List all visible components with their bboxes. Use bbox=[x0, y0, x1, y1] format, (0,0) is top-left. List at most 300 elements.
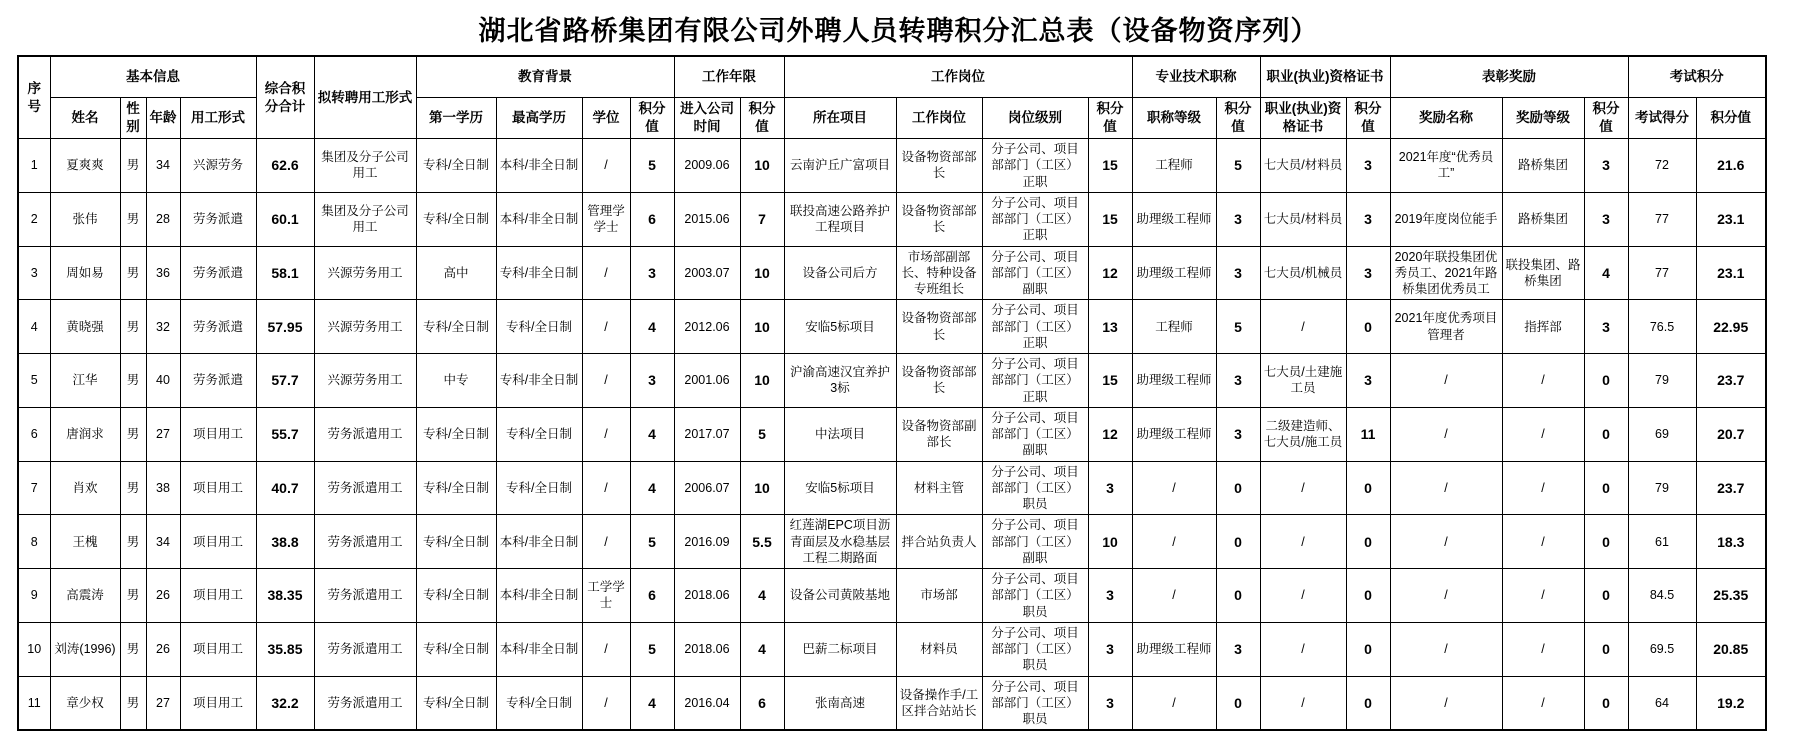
cell-edu-score: 4 bbox=[630, 461, 674, 515]
header-edu-score: 积分值 bbox=[630, 98, 674, 139]
header-entry-date: 进入公司时间 bbox=[674, 98, 740, 139]
cell-position: 材料主管 bbox=[896, 461, 982, 515]
cell-name: 张伟 bbox=[50, 192, 120, 246]
cell-first-degree: 专科/全日制 bbox=[416, 192, 496, 246]
cell-exam-points: 22.95 bbox=[1696, 300, 1766, 354]
cell-edu-score: 3 bbox=[630, 354, 674, 408]
cell-academic-degree: / bbox=[582, 139, 630, 193]
cell-award-name: 2021年度“优秀员工” bbox=[1390, 139, 1502, 193]
header-group-seniority: 工作年限 bbox=[674, 56, 784, 98]
cell-award-level: 路桥集团 bbox=[1502, 192, 1584, 246]
cell-academic-degree: / bbox=[582, 246, 630, 300]
header-position-score: 积分值 bbox=[1088, 98, 1132, 139]
cell-position-score: 10 bbox=[1088, 515, 1132, 569]
header-group-position: 工作岗位 bbox=[784, 56, 1132, 98]
cell-title-level: 助理级工程师 bbox=[1132, 622, 1216, 676]
page-title: 湖北省路桥集团有限公司外聘人员转聘积分汇总表（设备物资序列） bbox=[478, 16, 1319, 46]
cell-gender: 男 bbox=[120, 139, 146, 193]
cell-employment-form: 劳务派遣 bbox=[180, 192, 256, 246]
header-academic-degree: 学位 bbox=[582, 98, 630, 139]
cell-certificate: 二级建造师、七大员/施工员 bbox=[1260, 407, 1346, 461]
cell-academic-degree: / bbox=[582, 515, 630, 569]
cell-certificate-score: 0 bbox=[1346, 300, 1390, 354]
cell-entry-date: 2017.07 bbox=[674, 407, 740, 461]
cell-highest-degree: 本科/非全日制 bbox=[496, 622, 582, 676]
cell-highest-degree: 专科/非全日制 bbox=[496, 246, 582, 300]
cell-project: 云南沪丘广富项目 bbox=[784, 139, 896, 193]
cell-first-degree: 专科/全日制 bbox=[416, 461, 496, 515]
header-group-title: 专业技术职称 bbox=[1132, 56, 1260, 98]
cell-gender: 男 bbox=[120, 407, 146, 461]
cell-entry-date: 2001.06 bbox=[674, 354, 740, 408]
header-project: 所在项目 bbox=[784, 98, 896, 139]
table-row bbox=[18, 569, 1766, 623]
header-award-name: 奖励名称 bbox=[1390, 98, 1502, 139]
cell-gender: 男 bbox=[120, 569, 146, 623]
header-proposed-form: 拟转聘用工形式 bbox=[314, 56, 416, 139]
cell-exam-score: 77 bbox=[1628, 246, 1696, 300]
cell-award-level: / bbox=[1502, 622, 1584, 676]
cell-award-name: 2019年度岗位能手 bbox=[1390, 192, 1502, 246]
cell-name: 刘涛(1996) bbox=[50, 622, 120, 676]
cell-edu-score: 5 bbox=[630, 622, 674, 676]
cell-exam-points: 23.1 bbox=[1696, 246, 1766, 300]
table-row bbox=[18, 139, 1766, 193]
header-total-score: 综合积分合计 bbox=[256, 56, 314, 139]
cell-total-score: 60.1 bbox=[256, 192, 314, 246]
cell-academic-degree: 管理学学士 bbox=[582, 192, 630, 246]
cell-name: 唐润求 bbox=[50, 407, 120, 461]
cell-entry-date: 2009.06 bbox=[674, 139, 740, 193]
cell-highest-degree: 专科/非全日制 bbox=[496, 354, 582, 408]
cell-certificate: 七大员/材料员 bbox=[1260, 192, 1346, 246]
cell-proposed-form: 劳务派遣用工 bbox=[314, 676, 416, 730]
header-name: 姓名 bbox=[50, 98, 120, 139]
cell-position-level: 分子公司、项目部部门（工区）职员 bbox=[982, 461, 1088, 515]
cell-certificate: 七大员/机械员 bbox=[1260, 246, 1346, 300]
cell-position-score: 3 bbox=[1088, 461, 1132, 515]
cell-seniority-score: 10 bbox=[740, 300, 784, 354]
cell-name: 王槐 bbox=[50, 515, 120, 569]
cell-seniority-score: 7 bbox=[740, 192, 784, 246]
cell-exam-points: 20.7 bbox=[1696, 407, 1766, 461]
cell-gender: 男 bbox=[120, 300, 146, 354]
cell-entry-date: 2015.06 bbox=[674, 192, 740, 246]
table-header bbox=[18, 56, 1766, 139]
cell-edu-score: 6 bbox=[630, 192, 674, 246]
header-title-level: 职称等级 bbox=[1132, 98, 1216, 139]
cell-entry-date: 2018.06 bbox=[674, 622, 740, 676]
cell-exam-score: 76.5 bbox=[1628, 300, 1696, 354]
cell-seniority-score: 4 bbox=[740, 622, 784, 676]
cell-age: 40 bbox=[146, 354, 180, 408]
header-gender: 性别 bbox=[120, 98, 146, 139]
cell-title-level: 助理级工程师 bbox=[1132, 407, 1216, 461]
cell-title-score: 5 bbox=[1216, 300, 1260, 354]
cell-gender: 男 bbox=[120, 354, 146, 408]
cell-award-score: 0 bbox=[1584, 515, 1628, 569]
cell-certificate-score: 0 bbox=[1346, 622, 1390, 676]
cell-title-level: / bbox=[1132, 676, 1216, 730]
cell-total-score: 38.35 bbox=[256, 569, 314, 623]
cell-exam-points: 19.2 bbox=[1696, 676, 1766, 730]
cell-employment-form: 劳务派遣 bbox=[180, 300, 256, 354]
cell-position-level: 分子公司、项目部部门（工区）正职 bbox=[982, 139, 1088, 193]
cell-certificate: / bbox=[1260, 676, 1346, 730]
cell-seniority-score: 10 bbox=[740, 461, 784, 515]
cell-project: 设备公司黄陂基地 bbox=[784, 569, 896, 623]
cell-certificate-score: 0 bbox=[1346, 569, 1390, 623]
cell-gender: 男 bbox=[120, 676, 146, 730]
cell-certificate: 七大员/土建施工员 bbox=[1260, 354, 1346, 408]
cell-age: 34 bbox=[146, 515, 180, 569]
cell-total-score: 32.2 bbox=[256, 676, 314, 730]
cell-exam-score: 72 bbox=[1628, 139, 1696, 193]
cell-exam-score: 79 bbox=[1628, 354, 1696, 408]
cell-position: 市场部 bbox=[896, 569, 982, 623]
cell-index: 2 bbox=[18, 192, 50, 246]
cell-award-level: 路桥集团 bbox=[1502, 139, 1584, 193]
cell-entry-date: 2016.09 bbox=[674, 515, 740, 569]
cell-index: 6 bbox=[18, 407, 50, 461]
cell-gender: 男 bbox=[120, 461, 146, 515]
cell-position: 设备物资部部长 bbox=[896, 192, 982, 246]
cell-academic-degree: / bbox=[582, 676, 630, 730]
cell-exam-score: 61 bbox=[1628, 515, 1696, 569]
cell-entry-date: 2018.06 bbox=[674, 569, 740, 623]
cell-award-name: / bbox=[1390, 515, 1502, 569]
cell-name: 肖欢 bbox=[50, 461, 120, 515]
cell-total-score: 62.6 bbox=[256, 139, 314, 193]
header-age: 年龄 bbox=[146, 98, 180, 139]
cell-proposed-form: 劳务派遣用工 bbox=[314, 407, 416, 461]
header-group-awards: 表彰奖励 bbox=[1390, 56, 1628, 98]
cell-exam-points: 23.1 bbox=[1696, 192, 1766, 246]
cell-position: 拌合站负责人 bbox=[896, 515, 982, 569]
cell-index: 10 bbox=[18, 622, 50, 676]
cell-total-score: 57.95 bbox=[256, 300, 314, 354]
cell-award-score: 0 bbox=[1584, 461, 1628, 515]
cell-certificate-score: 3 bbox=[1346, 354, 1390, 408]
cell-index: 7 bbox=[18, 461, 50, 515]
cell-seniority-score: 10 bbox=[740, 139, 784, 193]
cell-position-level: 分子公司、项目部部门（工区）职员 bbox=[982, 622, 1088, 676]
cell-project: 巴薪二标项目 bbox=[784, 622, 896, 676]
header-highest-degree: 最高学历 bbox=[496, 98, 582, 139]
cell-position: 设备物资部部长 bbox=[896, 139, 982, 193]
header-title-score: 积分值 bbox=[1216, 98, 1260, 139]
cell-edu-score: 6 bbox=[630, 569, 674, 623]
cell-age: 38 bbox=[146, 461, 180, 515]
cell-award-name: 2021年度优秀项目管理者 bbox=[1390, 300, 1502, 354]
cell-employment-form: 项目用工 bbox=[180, 622, 256, 676]
cell-proposed-form: 劳务派遣用工 bbox=[314, 461, 416, 515]
cell-title-score: 0 bbox=[1216, 461, 1260, 515]
cell-edu-score: 5 bbox=[630, 139, 674, 193]
cell-employment-form: 项目用工 bbox=[180, 569, 256, 623]
cell-certificate-score: 0 bbox=[1346, 676, 1390, 730]
cell-award-level: 指挥部 bbox=[1502, 300, 1584, 354]
cell-project: 中法项目 bbox=[784, 407, 896, 461]
cell-name: 章少权 bbox=[50, 676, 120, 730]
cell-academic-degree: / bbox=[582, 622, 630, 676]
table-row bbox=[18, 354, 1766, 408]
cell-employment-form: 兴源劳务 bbox=[180, 139, 256, 193]
cell-first-degree: 专科/全日制 bbox=[416, 139, 496, 193]
cell-title-score: 5 bbox=[1216, 139, 1260, 193]
cell-age: 36 bbox=[146, 246, 180, 300]
cell-position: 材料员 bbox=[896, 622, 982, 676]
cell-award-score: 3 bbox=[1584, 139, 1628, 193]
cell-highest-degree: 专科/全日制 bbox=[496, 461, 582, 515]
cell-title-score: 0 bbox=[1216, 569, 1260, 623]
cell-gender: 男 bbox=[120, 246, 146, 300]
header-group-exam: 考试积分 bbox=[1628, 56, 1766, 98]
cell-total-score: 57.7 bbox=[256, 354, 314, 408]
cell-age: 28 bbox=[146, 192, 180, 246]
table-row bbox=[18, 461, 1766, 515]
cell-age: 34 bbox=[146, 139, 180, 193]
cell-project: 设备公司后方 bbox=[784, 246, 896, 300]
cell-edu-score: 4 bbox=[630, 300, 674, 354]
cell-position-score: 12 bbox=[1088, 407, 1132, 461]
cell-certificate: 七大员/材料员 bbox=[1260, 139, 1346, 193]
cell-exam-score: 79 bbox=[1628, 461, 1696, 515]
header-employment-form: 用工形式 bbox=[180, 98, 256, 139]
cell-total-score: 38.8 bbox=[256, 515, 314, 569]
cell-total-score: 58.1 bbox=[256, 246, 314, 300]
cell-award-name: / bbox=[1390, 622, 1502, 676]
cell-proposed-form: 兴源劳务用工 bbox=[314, 246, 416, 300]
cell-position-score: 15 bbox=[1088, 139, 1132, 193]
cell-proposed-form: 劳务派遣用工 bbox=[314, 569, 416, 623]
cell-exam-score: 69 bbox=[1628, 407, 1696, 461]
cell-first-degree: 专科/全日制 bbox=[416, 622, 496, 676]
cell-age: 26 bbox=[146, 569, 180, 623]
cell-edu-score: 4 bbox=[630, 676, 674, 730]
cell-index: 5 bbox=[18, 354, 50, 408]
cell-seniority-score: 6 bbox=[740, 676, 784, 730]
cell-position-level: 分子公司、项目部部门（工区）职员 bbox=[982, 569, 1088, 623]
cell-highest-degree: 本科/非全日制 bbox=[496, 139, 582, 193]
cell-name: 高震涛 bbox=[50, 569, 120, 623]
cell-position: 市场部副部长、特种设备专班组长 bbox=[896, 246, 982, 300]
cell-title-level: / bbox=[1132, 569, 1216, 623]
cell-position-level: 分子公司、项目部部门（工区）副职 bbox=[982, 515, 1088, 569]
cell-position: 设备物资部副部长 bbox=[896, 407, 982, 461]
cell-title-level: 工程师 bbox=[1132, 139, 1216, 193]
cell-position-score: 3 bbox=[1088, 622, 1132, 676]
cell-age: 26 bbox=[146, 622, 180, 676]
cell-title-score: 3 bbox=[1216, 354, 1260, 408]
cell-position-level: 分子公司、项目部部门（工区）职员 bbox=[982, 676, 1088, 730]
table-row bbox=[18, 622, 1766, 676]
header-index: 序号 bbox=[18, 56, 50, 139]
cell-project: 红莲湖EPC项目沥青面层及水稳基层工程二期路面 bbox=[784, 515, 896, 569]
cell-name: 周如易 bbox=[50, 246, 120, 300]
cell-exam-points: 18.3 bbox=[1696, 515, 1766, 569]
cell-index: 4 bbox=[18, 300, 50, 354]
cell-award-score: 0 bbox=[1584, 407, 1628, 461]
cell-position-score: 3 bbox=[1088, 676, 1132, 730]
cell-award-level: / bbox=[1502, 354, 1584, 408]
cell-certificate-score: 3 bbox=[1346, 192, 1390, 246]
cell-employment-form: 项目用工 bbox=[180, 407, 256, 461]
cell-name: 江华 bbox=[50, 354, 120, 408]
cell-position-level: 分子公司、项目部部门（工区）正职 bbox=[982, 354, 1088, 408]
cell-proposed-form: 兴源劳务用工 bbox=[314, 354, 416, 408]
cell-certificate-score: 3 bbox=[1346, 139, 1390, 193]
cell-award-level: / bbox=[1502, 569, 1584, 623]
cell-highest-degree: 专科/全日制 bbox=[496, 300, 582, 354]
cell-certificate: / bbox=[1260, 300, 1346, 354]
cell-academic-degree: / bbox=[582, 407, 630, 461]
cell-exam-points: 23.7 bbox=[1696, 354, 1766, 408]
cell-seniority-score: 5 bbox=[740, 407, 784, 461]
cell-total-score: 35.85 bbox=[256, 622, 314, 676]
cell-proposed-form: 劳务派遣用工 bbox=[314, 515, 416, 569]
cell-first-degree: 专科/全日制 bbox=[416, 300, 496, 354]
cell-position-level: 分子公司、项目部部门（工区）副职 bbox=[982, 246, 1088, 300]
cell-award-level: 联投集团、路桥集团 bbox=[1502, 246, 1584, 300]
cell-project: 联投高速公路养护工程项目 bbox=[784, 192, 896, 246]
cell-index: 8 bbox=[18, 515, 50, 569]
cell-employment-form: 劳务派遣 bbox=[180, 354, 256, 408]
cell-first-degree: 专科/全日制 bbox=[416, 569, 496, 623]
cell-exam-score: 69.5 bbox=[1628, 622, 1696, 676]
cell-award-score: 4 bbox=[1584, 246, 1628, 300]
cell-award-level: / bbox=[1502, 676, 1584, 730]
cell-age: 27 bbox=[146, 676, 180, 730]
table-row bbox=[18, 246, 1766, 300]
cell-award-name: / bbox=[1390, 407, 1502, 461]
cell-total-score: 40.7 bbox=[256, 461, 314, 515]
cell-first-degree: 中专 bbox=[416, 354, 496, 408]
cell-title-level: 助理级工程师 bbox=[1132, 246, 1216, 300]
cell-total-score: 55.7 bbox=[256, 407, 314, 461]
cell-award-name: / bbox=[1390, 461, 1502, 515]
table-row bbox=[18, 676, 1766, 730]
header-group-education: 教育背景 bbox=[416, 56, 674, 98]
summary-table bbox=[17, 55, 1767, 731]
cell-award-score: 0 bbox=[1584, 354, 1628, 408]
cell-title-score: 0 bbox=[1216, 676, 1260, 730]
cell-position-score: 12 bbox=[1088, 246, 1132, 300]
cell-title-level: 工程师 bbox=[1132, 300, 1216, 354]
cell-seniority-score: 10 bbox=[740, 354, 784, 408]
cell-seniority-score: 4 bbox=[740, 569, 784, 623]
cell-exam-points: 23.7 bbox=[1696, 461, 1766, 515]
header-group-row bbox=[18, 56, 1766, 98]
header-seniority-score: 积分值 bbox=[740, 98, 784, 139]
cell-exam-points: 20.85 bbox=[1696, 622, 1766, 676]
cell-first-degree: 专科/全日制 bbox=[416, 676, 496, 730]
cell-position: 设备物资部部长 bbox=[896, 354, 982, 408]
cell-position-score: 3 bbox=[1088, 569, 1132, 623]
cell-entry-date: 2003.07 bbox=[674, 246, 740, 300]
cell-certificate: / bbox=[1260, 569, 1346, 623]
cell-certificate-score: 11 bbox=[1346, 407, 1390, 461]
cell-award-level: / bbox=[1502, 461, 1584, 515]
cell-title-score: 3 bbox=[1216, 407, 1260, 461]
cell-entry-date: 2012.06 bbox=[674, 300, 740, 354]
cell-first-degree: 专科/全日制 bbox=[416, 515, 496, 569]
cell-age: 32 bbox=[146, 300, 180, 354]
cell-age: 27 bbox=[146, 407, 180, 461]
cell-exam-points: 25.35 bbox=[1696, 569, 1766, 623]
header-award-level: 奖励等级 bbox=[1502, 98, 1584, 139]
cell-award-name: / bbox=[1390, 569, 1502, 623]
cell-title-level: / bbox=[1132, 515, 1216, 569]
cell-gender: 男 bbox=[120, 192, 146, 246]
cell-position: 设备操作手/工区拌合站站长 bbox=[896, 676, 982, 730]
cell-exam-score: 64 bbox=[1628, 676, 1696, 730]
cell-academic-degree: / bbox=[582, 354, 630, 408]
cell-certificate-score: 0 bbox=[1346, 461, 1390, 515]
cell-exam-score: 84.5 bbox=[1628, 569, 1696, 623]
cell-proposed-form: 集团及分子公司用工 bbox=[314, 139, 416, 193]
cell-proposed-form: 集团及分子公司用工 bbox=[314, 192, 416, 246]
cell-highest-degree: 本科/非全日制 bbox=[496, 569, 582, 623]
cell-proposed-form: 兴源劳务用工 bbox=[314, 300, 416, 354]
table-body bbox=[18, 139, 1766, 731]
cell-title-score: 0 bbox=[1216, 515, 1260, 569]
cell-award-score: 3 bbox=[1584, 300, 1628, 354]
cell-project: 沪渝高速汉宜养护3标 bbox=[784, 354, 896, 408]
cell-entry-date: 2016.04 bbox=[674, 676, 740, 730]
table-row bbox=[18, 515, 1766, 569]
header-group-certificate: 职业(执业)资格证书 bbox=[1260, 56, 1390, 98]
cell-certificate: / bbox=[1260, 515, 1346, 569]
cell-edu-score: 3 bbox=[630, 246, 674, 300]
cell-proposed-form: 劳务派遣用工 bbox=[314, 622, 416, 676]
cell-certificate-score: 0 bbox=[1346, 515, 1390, 569]
cell-position: 设备物资部部长 bbox=[896, 300, 982, 354]
header-first-degree: 第一学历 bbox=[416, 98, 496, 139]
cell-exam-points: 21.6 bbox=[1696, 139, 1766, 193]
table-row bbox=[18, 192, 1766, 246]
cell-title-score: 3 bbox=[1216, 192, 1260, 246]
header-exam-score: 考试得分 bbox=[1628, 98, 1696, 139]
cell-edu-score: 5 bbox=[630, 515, 674, 569]
cell-employment-form: 劳务派遣 bbox=[180, 246, 256, 300]
cell-first-degree: 高中 bbox=[416, 246, 496, 300]
cell-award-score: 0 bbox=[1584, 569, 1628, 623]
header-award-score: 积分值 bbox=[1584, 98, 1628, 139]
cell-award-name: / bbox=[1390, 354, 1502, 408]
cell-position-level: 分子公司、项目部部门（工区）正职 bbox=[982, 192, 1088, 246]
cell-title-score: 3 bbox=[1216, 246, 1260, 300]
cell-seniority-score: 5.5 bbox=[740, 515, 784, 569]
header-group-basic-info: 基本信息 bbox=[50, 56, 256, 98]
cell-first-degree: 专科/全日制 bbox=[416, 407, 496, 461]
cell-gender: 男 bbox=[120, 622, 146, 676]
cell-title-score: 3 bbox=[1216, 622, 1260, 676]
cell-highest-degree: 本科/非全日制 bbox=[496, 515, 582, 569]
cell-award-score: 0 bbox=[1584, 622, 1628, 676]
cell-name: 黄晓强 bbox=[50, 300, 120, 354]
cell-project: 安临5标项目 bbox=[784, 300, 896, 354]
header-position-level: 岗位级别 bbox=[982, 98, 1088, 139]
cell-employment-form: 项目用工 bbox=[180, 515, 256, 569]
cell-name: 夏爽爽 bbox=[50, 139, 120, 193]
cell-certificate-score: 3 bbox=[1346, 246, 1390, 300]
cell-title-level: 助理级工程师 bbox=[1132, 354, 1216, 408]
cell-index: 1 bbox=[18, 139, 50, 193]
cell-position-score: 15 bbox=[1088, 192, 1132, 246]
cell-gender: 男 bbox=[120, 515, 146, 569]
cell-position-score: 13 bbox=[1088, 300, 1132, 354]
